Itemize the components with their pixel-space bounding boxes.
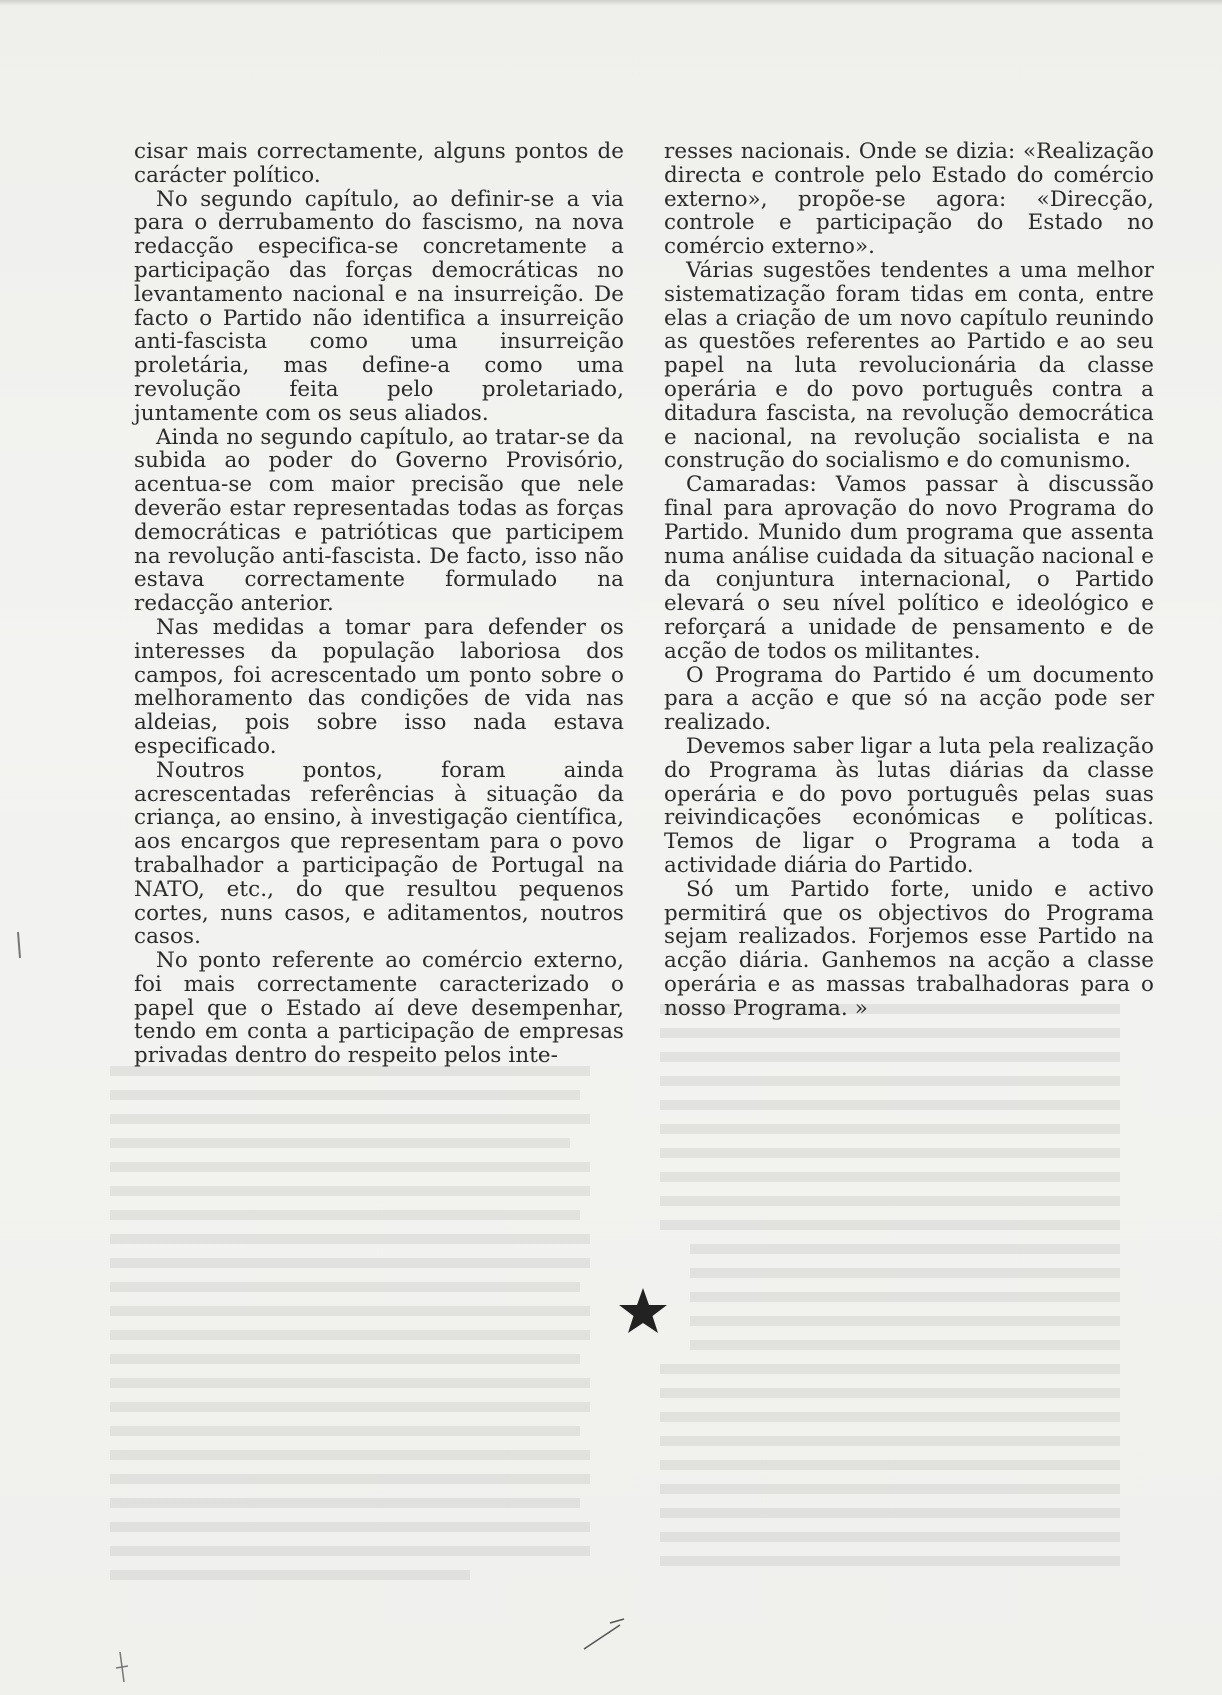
bottom-left-mark [110, 1648, 140, 1688]
paragraph: Só um Partido forte, unido e activo permitirá que os objectivos do Programa sejam realizados. Forjemos esse Partido na acção diária. Ganhemos na acção a classe operária e as massas trabalhadoras para o nosso Programa. » [664, 876, 1154, 1021]
paragraph: No ponto referente ao comércio externo, foi mais correctamente caracterizado o papel que o Estado aí deve desempenhar, tendo em conta a participação de empresas privadas dentro do respeito pelos inte- [134, 948, 624, 1069]
paragraph: resses nacionais. Onde se dizia: «Realização directa e controle pelo Estado do comércio externo», propõe-se agora: «Direcção, controle e participação do Estado no comércio externo». [664, 139, 1154, 260]
paragraph: Várias sugestões tendentes a uma melhor sistematização foram tidas em conta, entre elas a criação de um novo capítulo reunindo as questões referentes ao Partido e ao seu papel na luta revolucionária da classe operária e do povo português contra a ditadura fascista, na revolução democrática e nacional, na revolução socialista e na construção do socialismo e do comunismo. [664, 257, 1154, 474]
paragraph: Noutros pontos, foram ainda acrescentadas referências à situação da criança, ao ensino, à investigação científica, aos encargos que representam para o povo trabalhador a participação de Portugal na NATO, etc., do que resultou pequenos cortes, nuns casos, e aditamentos, noutros casos. [134, 757, 624, 950]
paragraph: Nas medidas a tomar para defender os interesses da população laboriosa dos campos, foi acrescentado um ponto sobre o melhoramento das condições de vida nas aldeias, pois sobre isso nada estava especificado. [134, 614, 624, 759]
right-text-column [664, 140, 1154, 1020]
pen-stroke-mark [580, 1615, 640, 1655]
left-text-column [134, 140, 624, 1068]
paragraph: Ainda no segundo capítulo, ao tratar-se da subida ao poder do Governo Provisório, acentua-se com maior precisão que nele deverão estar representadas todas as forças democráticas e patrióticas que participem na revolução anti-fascista. De facto, isso não estava correctamente formulado na redacção anterior. [134, 424, 624, 617]
margin-mark [10, 928, 30, 968]
paragraph: Camaradas: Vamos passar à discussão final para aprovação do novo Programa do Partido. Munido dum programa que assenta numa análise cuidada da situação nacional e da conjuntura internacional, o Partido elevará o seu nível político e ideológico e reforçará a unidade de pensamento e de acção de todos os militantes. [664, 472, 1154, 664]
paragraph: O Programa do Partido é um documento para a acção e que só na acção pode ser realizado. [664, 662, 1154, 736]
paragraph: cisar mais correctamente, alguns pontos de carácter político. [134, 139, 624, 188]
star-icon [618, 1286, 668, 1336]
paragraph: No segundo capítulo, ao definir-se a via para o derrubamento do fascismo, na nova redacção especifica-se concretamente a participação das forças democráticas no levantamento nacional e na insurreição. De facto o Partido não identifica a insurreição anti-fascista como uma insurreição proletária, mas define-a como uma revolução feita pelo proletariado, juntamente com os seus aliados. [134, 186, 624, 426]
paragraph: Devemos saber ligar a luta pela realização do Programa às lutas diárias da classe operária e do povo português pelas suas reivindicações económicas e políticas. Temos de ligar o Programa a toda a actividade diária do Partido. [664, 733, 1154, 878]
